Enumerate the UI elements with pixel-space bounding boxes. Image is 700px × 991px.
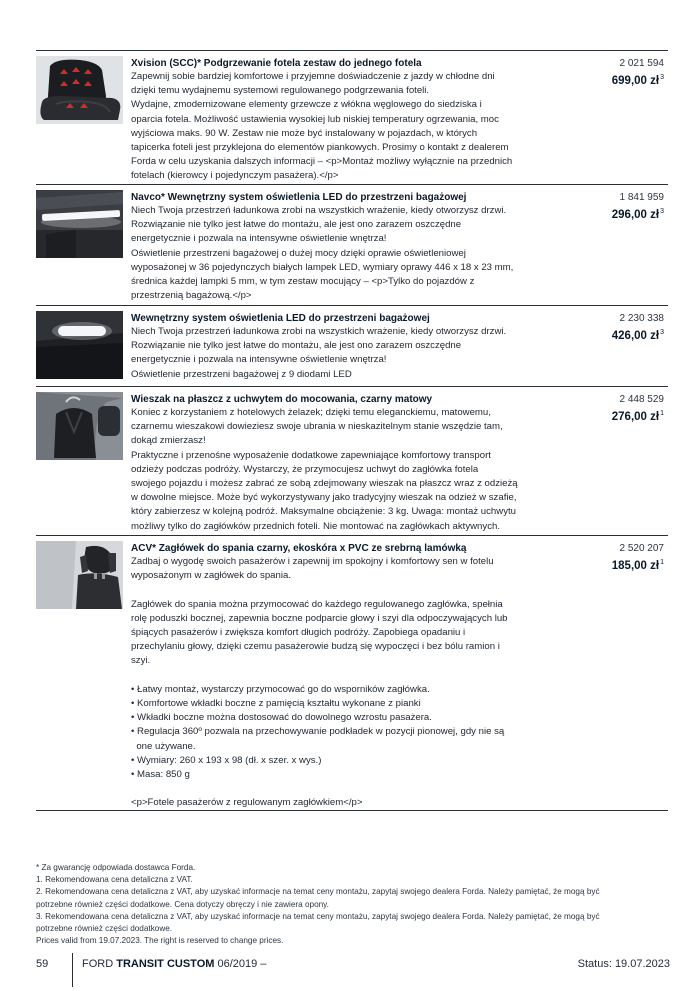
item-code: 2 448 529	[619, 394, 664, 405]
model-edition: 06/2019 –	[217, 958, 267, 970]
item-description: Zadbaj o wygodę swoich pasażerów i zapewnij im spokojny i komfortowy sen w fotelu wyposażonym w zagłówek do spania. Zagłówek do spania można przymocować do każdego regulowanego zagłówka, spełnia rolę poduszki bocznej, zapewnia boczne podparcie głowy i szyi dla odpoczywających lub śpiących pasażerów i zwiększa komfort długich podróży. Zapobiega opadaniu i przechylaniu głowy, dzięki czemu pasażerowie budzą się wypoczęci i bez bólu ramion i szyi. • Łatwy montaż, wystarczy przymocować go do wsporników zagłówka. • Komfortowe wkładki boczne z pamięcią kształtu wykonane z pianki • Wkładki boczne można dostosować do dowolnego wzrostu pasażera. • Regulacja 360º pozwala na przechowywanie podkładek w pozycji pionowej, gdy nie są one używane. • Wymiary: 260 x 193 x 98 (dł. x szer. x wys.) • Masa: 850 g <p>Fotele pasażerów z regulowanym zagłówkiem</p>	[131, 556, 508, 809]
page-number: 59	[36, 958, 49, 970]
item-code: 2 230 338	[619, 313, 664, 324]
footnotes	[36, 862, 666, 947]
item-description: Niech Twoja przestrzeń ładunkowa zrobi na wszystkich wrażenie, kiedy otworzysz drzwi. Rozwiązanie nie tylko jest łatwe do montażu, ale jest ono zarazem oszczędne energetycznie i pozwala na intensywne oświetlenie wnętrza! Oświetlenie przestrzeni bagażowej o dużej mocy dzięki oprawie oświetleniowej wyposażonej w 36 pojedynczych białych lampek LED, wymiary oprawy 446 x 18 x 23 mm, średnica każdej lampki 5 mm, w tym zestaw mocujący – <p>Tylko do pojazdów z przestrzenią bagażową.</p>	[131, 205, 514, 302]
accessory-item-sleep-headrest	[36, 535, 668, 811]
item-title: Wieszak na płaszcz z uchwytem do mocowania, czarny matowy	[131, 394, 433, 405]
item-price: 296,00 $zł^3$	[611, 208, 664, 221]
brand-name: FORD	[82, 958, 114, 970]
price-footnote: 3	[660, 329, 664, 336]
model-title	[82, 958, 266, 970]
item-title: Xvision (SCC)* Podgrzewanie fotela zestaw do jednego fotela	[131, 58, 422, 69]
accessory-item-navco-led	[36, 184, 668, 305]
coat-hanger-photo	[36, 392, 123, 460]
led-lamp-photo	[36, 311, 123, 379]
item-price: 276,00 $zł^1$	[611, 410, 664, 423]
accessory-list	[36, 50, 668, 811]
heated-seat-photo	[36, 56, 123, 124]
page-footer	[36, 953, 670, 987]
price-footnote: 3	[660, 74, 664, 81]
item-price: 185,00 $zł^1$	[611, 559, 664, 572]
footnote-line: Prices valid from 19.07.2023. The right is reserved to change prices.	[36, 936, 284, 946]
price-footnote: 3	[660, 208, 664, 215]
status-date: Status: 19.07.2023	[577, 958, 670, 970]
footnote-line: 2. Rekomendowana cena detaliczna z VAT, aby uzyskać informacje na temat ceny montażu, zapytaj swojego dealera Forda. Należy pamiętać, że mogą być	[36, 887, 600, 897]
item-title: Navco* Wewnętrzny system oświetlenia LED do przestrzeni bagażowej	[131, 192, 467, 203]
item-description: Niech Twoja przestrzeń ładunkowa zrobi na wszystkich wrażenie, kiedy otworzysz drzwi. Rozwiązanie nie tylko jest łatwe do montażu, ale jest ono zarazem oszczędne energetycznie i pozwala na intensywne oświetlenie wnętrza! Oświetlenie przestrzeni bagażowej z 9 diodami LED	[131, 326, 507, 380]
footnote-line: 1. Rekomendowana cena detaliczna z VAT.	[36, 875, 193, 885]
footnote-line: 3. Rekomendowana cena detaliczna z VAT, aby uzyskać informacje na temat ceny montażu, zapytaj swojego dealera Forda. Należy pamiętać, że mogą być	[36, 911, 600, 921]
item-description: Zapewnij sobie bardziej komfortowe i przyjemne doświadczenie z jazdy w chłodne dni dzięki temu wydajnemu systemowi regulowanego podgrzewania foteli. Wydajne, zmodernizowane elementy grzewcze z włókna węglowego do siedziska i oparcia fotela. Możliwość ustawienia wysokiej lub niskiej temperatury ogrzewania, moc wyjściowa maks. 90 W. Zestaw nie może być instalowany w pojazdach, w których tapicerka foteli jest przyklejona do elementów piankowych. Prosimy o kontakt z dealerem Forda w celu uzyskania dalszych informacji – <p>Montaż możliwy wyłącznie na przednich fotelach (kierowcy i pojedynczym pasażera).</p>	[131, 71, 513, 182]
item-title: ACV* Zagłówek do spania czarny, ekoskóra x PVC ze srebrną lamówką	[131, 543, 467, 554]
item-description: Koniec z korzystaniem z hotelowych żelazek; dzięki temu eleganckiemu, matowemu, czarnemu wieszakowi dowieziesz swoje ubrania w nieskazitelnym stanie wszędzie tam, dokąd zmierzasz! Praktyczne i przenośne wyposażenie dodatkowe zapewniające komfortowy transport odzieży podczas podróży. Wystarczy, że przymocujesz uchwyt do zagłówka fotela swojego pojazdu i możesz zabrać ze sobą zdejmowany wieszak na płaszcz wraz z odzieżą w dowolne miejsce. Może być wykorzystywany jako tradycyjny wieszak na odzież w szafie, który zabierzesz w kolejną podróż. Maksymalne obciążenie: 3 kg. Uwaga: montaż uchwytu możliwy tylko do zagłówków przednich foteli. Nie montować na zagłówkach aktywnych.	[131, 407, 518, 532]
item-code: 2 021 594	[619, 58, 664, 69]
footnote-line: potrzebne również części dodatkowe.	[36, 924, 173, 934]
led-bar-photo	[36, 190, 123, 258]
accessory-item-heated-seat	[36, 50, 668, 184]
item-price: 426,00 $zł^3$	[611, 329, 664, 342]
price-footnote: 1	[660, 410, 664, 417]
footer-divider	[72, 953, 73, 987]
footnote-line: * Za gwarancję odpowiada dostawca Forda.	[36, 863, 196, 872]
item-price: 699,00 $zł^3$	[611, 74, 664, 87]
accessory-item-led-lamp	[36, 305, 668, 386]
item-code: 2 520 207	[619, 543, 664, 554]
model-name: TRANSIT CUSTOM	[116, 958, 215, 970]
item-title: Wewnętrzny system oświetlenia LED do przestrzeni bagażowej	[131, 313, 430, 324]
footnote-line: potrzebne również części dodatkowe. Cena dotyczy obręczy i nie zawiera opony.	[36, 899, 329, 909]
price-footnote: 1	[660, 559, 664, 566]
sleep-headrest-photo	[36, 541, 123, 609]
accessory-item-coat-hanger	[36, 386, 668, 535]
item-code: 1 841 959	[619, 192, 664, 203]
